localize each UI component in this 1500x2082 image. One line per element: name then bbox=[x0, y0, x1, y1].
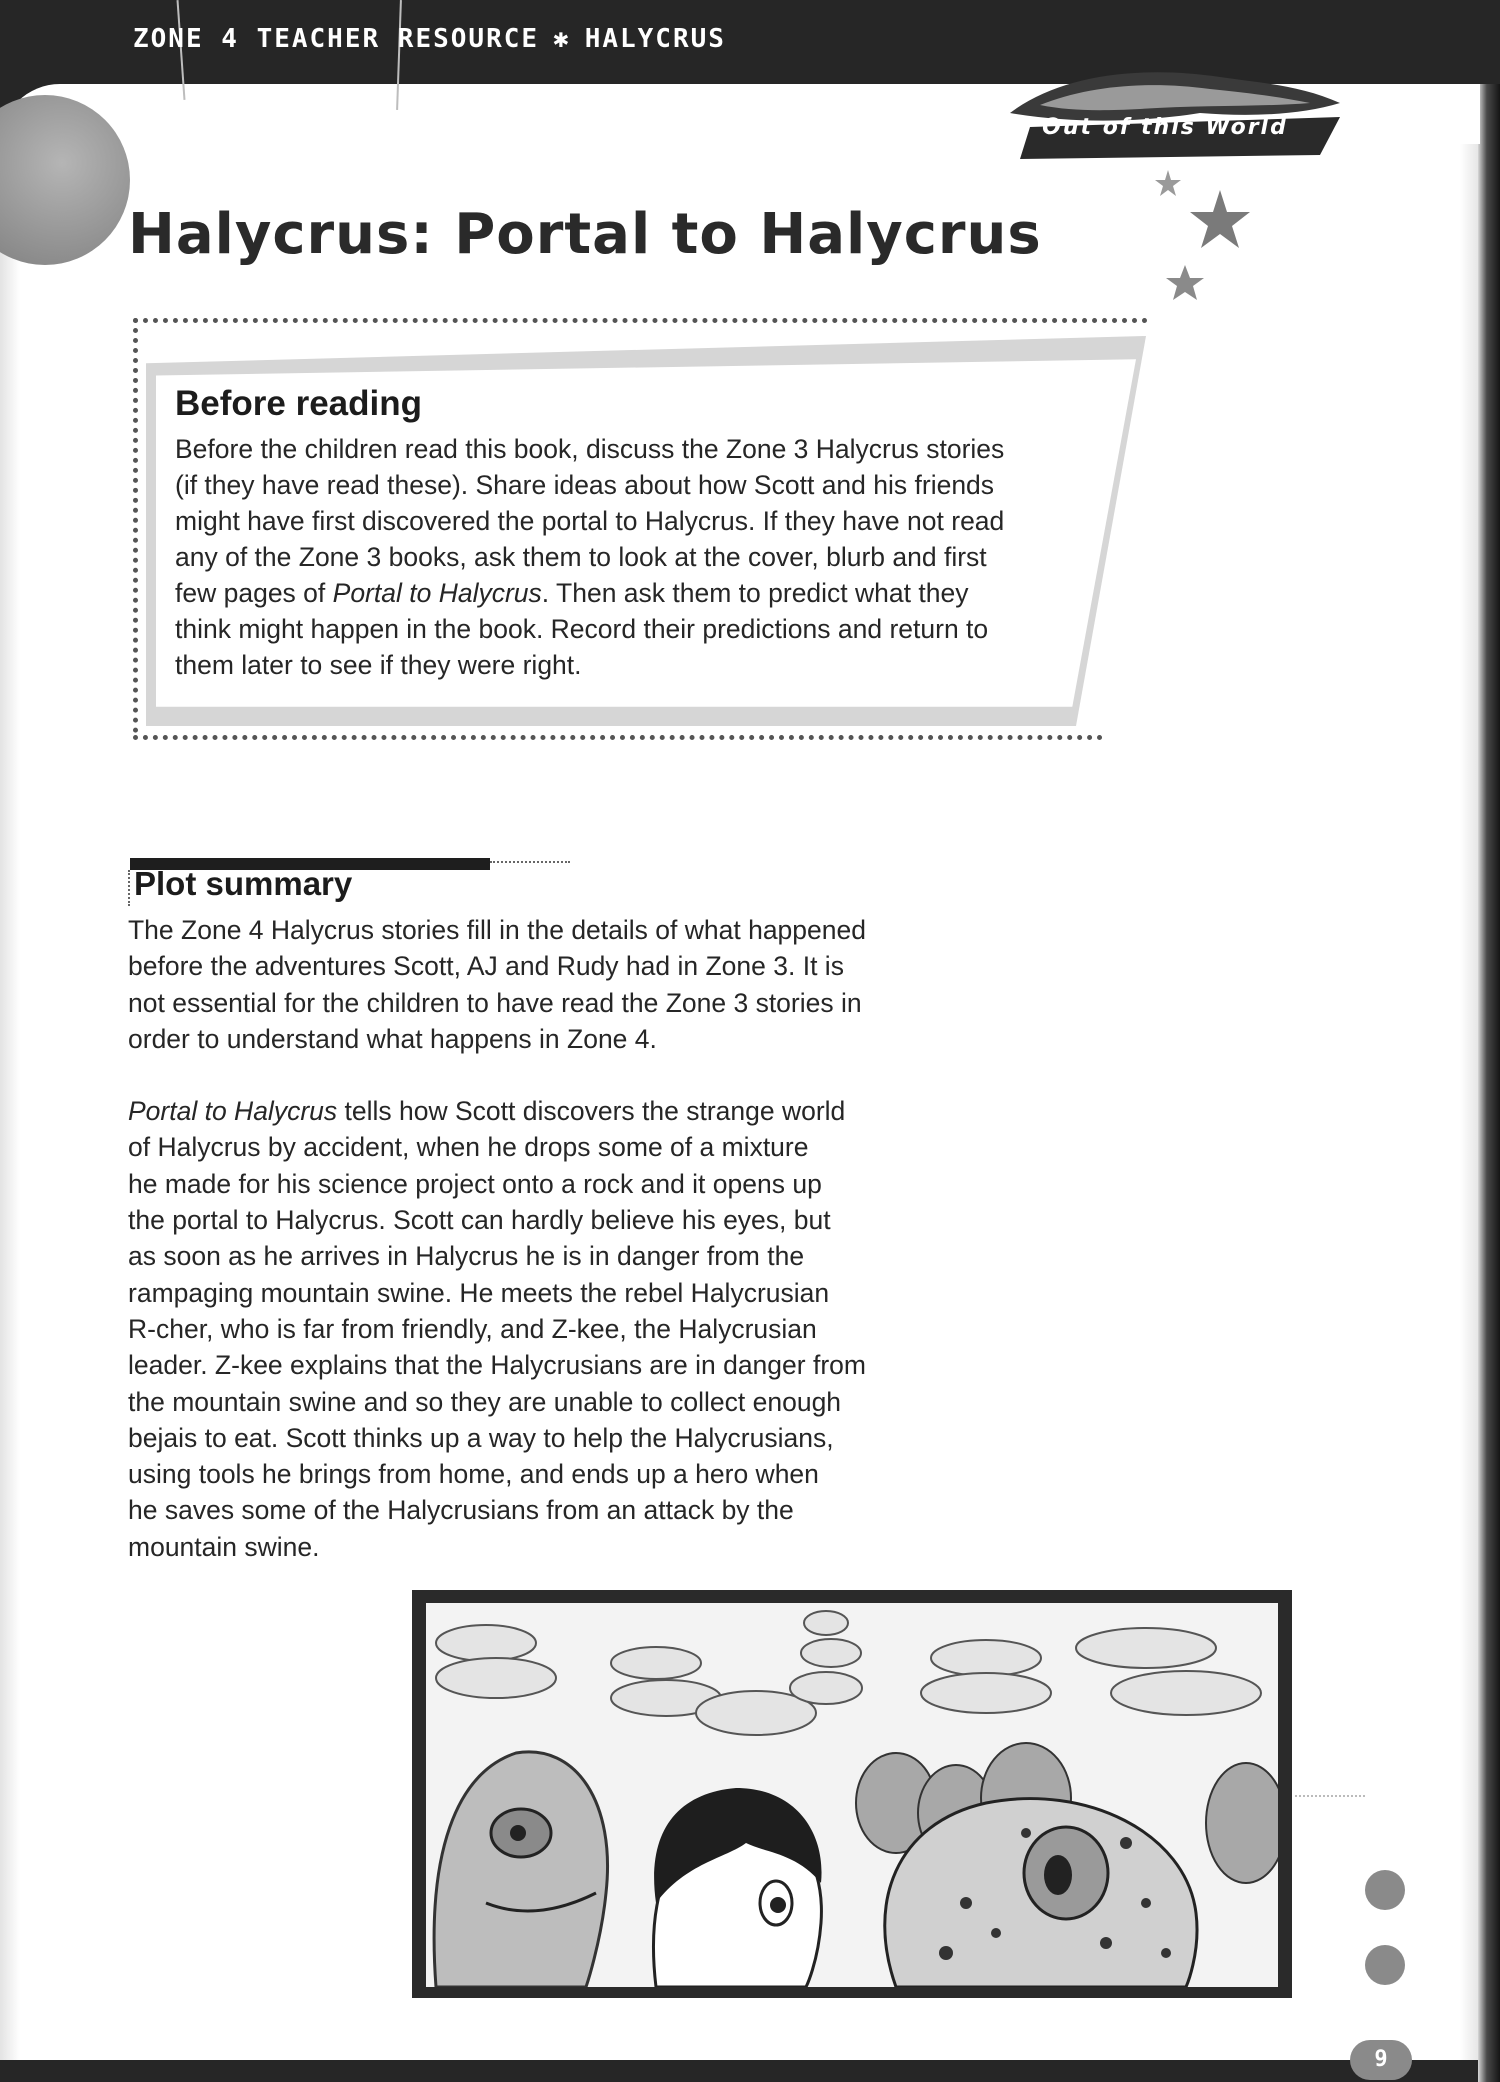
side-dot-decoration bbox=[1365, 1945, 1405, 1985]
text-line: think might happen in the book. Record their predictions and return to bbox=[175, 614, 989, 644]
halycrusian-creature-left bbox=[434, 1752, 607, 1987]
out-of-this-world-logo bbox=[1000, 55, 1350, 165]
book-title: Portal to Halycrus bbox=[128, 1096, 338, 1127]
text-line: (if they have read these). Share ideas about how Scott and his friends bbox=[175, 470, 995, 500]
text-line: rampaging mountain swine. He meets the rebel Halycrusian bbox=[128, 1277, 830, 1308]
star-icon: ✱ bbox=[553, 24, 571, 54]
page-title: Halycrus: Portal to Halycrus bbox=[128, 202, 1042, 267]
text-line: the mountain swine and so they are unable to collect enough bbox=[128, 1386, 842, 1417]
text-line: Before the children read this book, discuss the Zone 3 Halycrus stories bbox=[175, 434, 1005, 464]
illustration-art bbox=[426, 1603, 1278, 1987]
scott-character bbox=[654, 1788, 822, 1987]
footer-bar bbox=[0, 2060, 1478, 2082]
page-number: 9 bbox=[1350, 2040, 1412, 2080]
text-run: tells how Scott discovers the strange world bbox=[337, 1096, 846, 1127]
paragraph-gap bbox=[128, 1057, 908, 1093]
star-icon-large bbox=[1190, 190, 1250, 248]
text-line: using tools he brings from home, and ends up a hero when bbox=[128, 1459, 819, 1490]
plot-summary-heading: Plot summary bbox=[134, 865, 353, 902]
plot-summary-dotted-rule bbox=[128, 870, 130, 906]
text-line: order to understand what happens in Zone 4. bbox=[128, 1023, 657, 1054]
text-line: them later to see if they were right. bbox=[175, 650, 582, 680]
page-left-shadow bbox=[0, 0, 20, 2082]
plot-summary-dotted-rule bbox=[490, 861, 570, 863]
halycrusian-creature-right bbox=[885, 1799, 1197, 1987]
text-line: leader. Z-kee explains that the Halycrusians are in danger from bbox=[128, 1350, 866, 1381]
text-run: few pages of bbox=[175, 578, 333, 608]
running-header bbox=[133, 24, 726, 54]
text-line: the portal to Halycrus. Scott can hardly believe his eyes, but bbox=[128, 1205, 831, 1236]
text-line: might have first discovered the portal to Halycrus. If they have not read bbox=[175, 506, 1005, 536]
dotted-arrow bbox=[1295, 1795, 1365, 1797]
text-line: not essential for the children to have read the Zone 3 stories in bbox=[128, 987, 862, 1018]
text-line: before the adventures Scott, AJ and Rudy had in Zone 3. It is bbox=[128, 951, 844, 982]
side-dot-decoration bbox=[1365, 1870, 1405, 1910]
star-icon-medium bbox=[1166, 265, 1204, 300]
text-line: of Halycrus by accident, when he drops some of a mixture bbox=[128, 1132, 809, 1163]
before-reading-dotted-border bbox=[133, 318, 138, 733]
plot-summary-text bbox=[128, 912, 908, 1565]
text-line: he saves some of the Halycrusians from an attack by the bbox=[128, 1495, 794, 1526]
header-section: HALYCRUS bbox=[584, 24, 726, 54]
text-line: he made for his science project onto a rock and it opens up bbox=[128, 1168, 822, 1199]
star-icon-small bbox=[1155, 170, 1181, 196]
before-reading-dotted-border bbox=[133, 318, 1148, 323]
before-reading-heading: Before reading bbox=[175, 384, 422, 423]
text-line: as soon as he arrives in Halycrus he is in danger from the bbox=[128, 1241, 805, 1272]
text-line: R-cher, who is far from friendly, and Z-kee, the Halycrusian bbox=[128, 1313, 817, 1344]
stars-decoration bbox=[1150, 170, 1270, 310]
page-right-edge bbox=[1478, 60, 1500, 2082]
text-line bbox=[128, 1093, 908, 1129]
before-reading-dotted-border bbox=[133, 735, 1103, 740]
text-line: any of the Zone 3 books, ask them to look at the cover, blurb and first bbox=[175, 542, 987, 572]
text-line: bejais to eat. Scott thinks up a way to help the Halycrusians, bbox=[128, 1422, 834, 1453]
before-reading-text bbox=[175, 431, 1055, 683]
logo-text: Out of this World bbox=[1042, 115, 1288, 140]
rock-stacks bbox=[436, 1611, 1261, 1735]
text-line: The Zone 4 Halycrus stories fill in the details of what happened bbox=[128, 915, 866, 945]
header-series: ZONE 4 TEACHER RESOURCE bbox=[133, 24, 540, 54]
text-run: . Then ask them to predict what they bbox=[541, 578, 969, 608]
book-title: Portal to Halycrus bbox=[332, 578, 542, 608]
text-line bbox=[175, 575, 1055, 611]
illustration bbox=[426, 1603, 1278, 1987]
text-line: mountain swine. bbox=[128, 1531, 320, 1562]
page-right-fold bbox=[1460, 80, 1478, 2070]
